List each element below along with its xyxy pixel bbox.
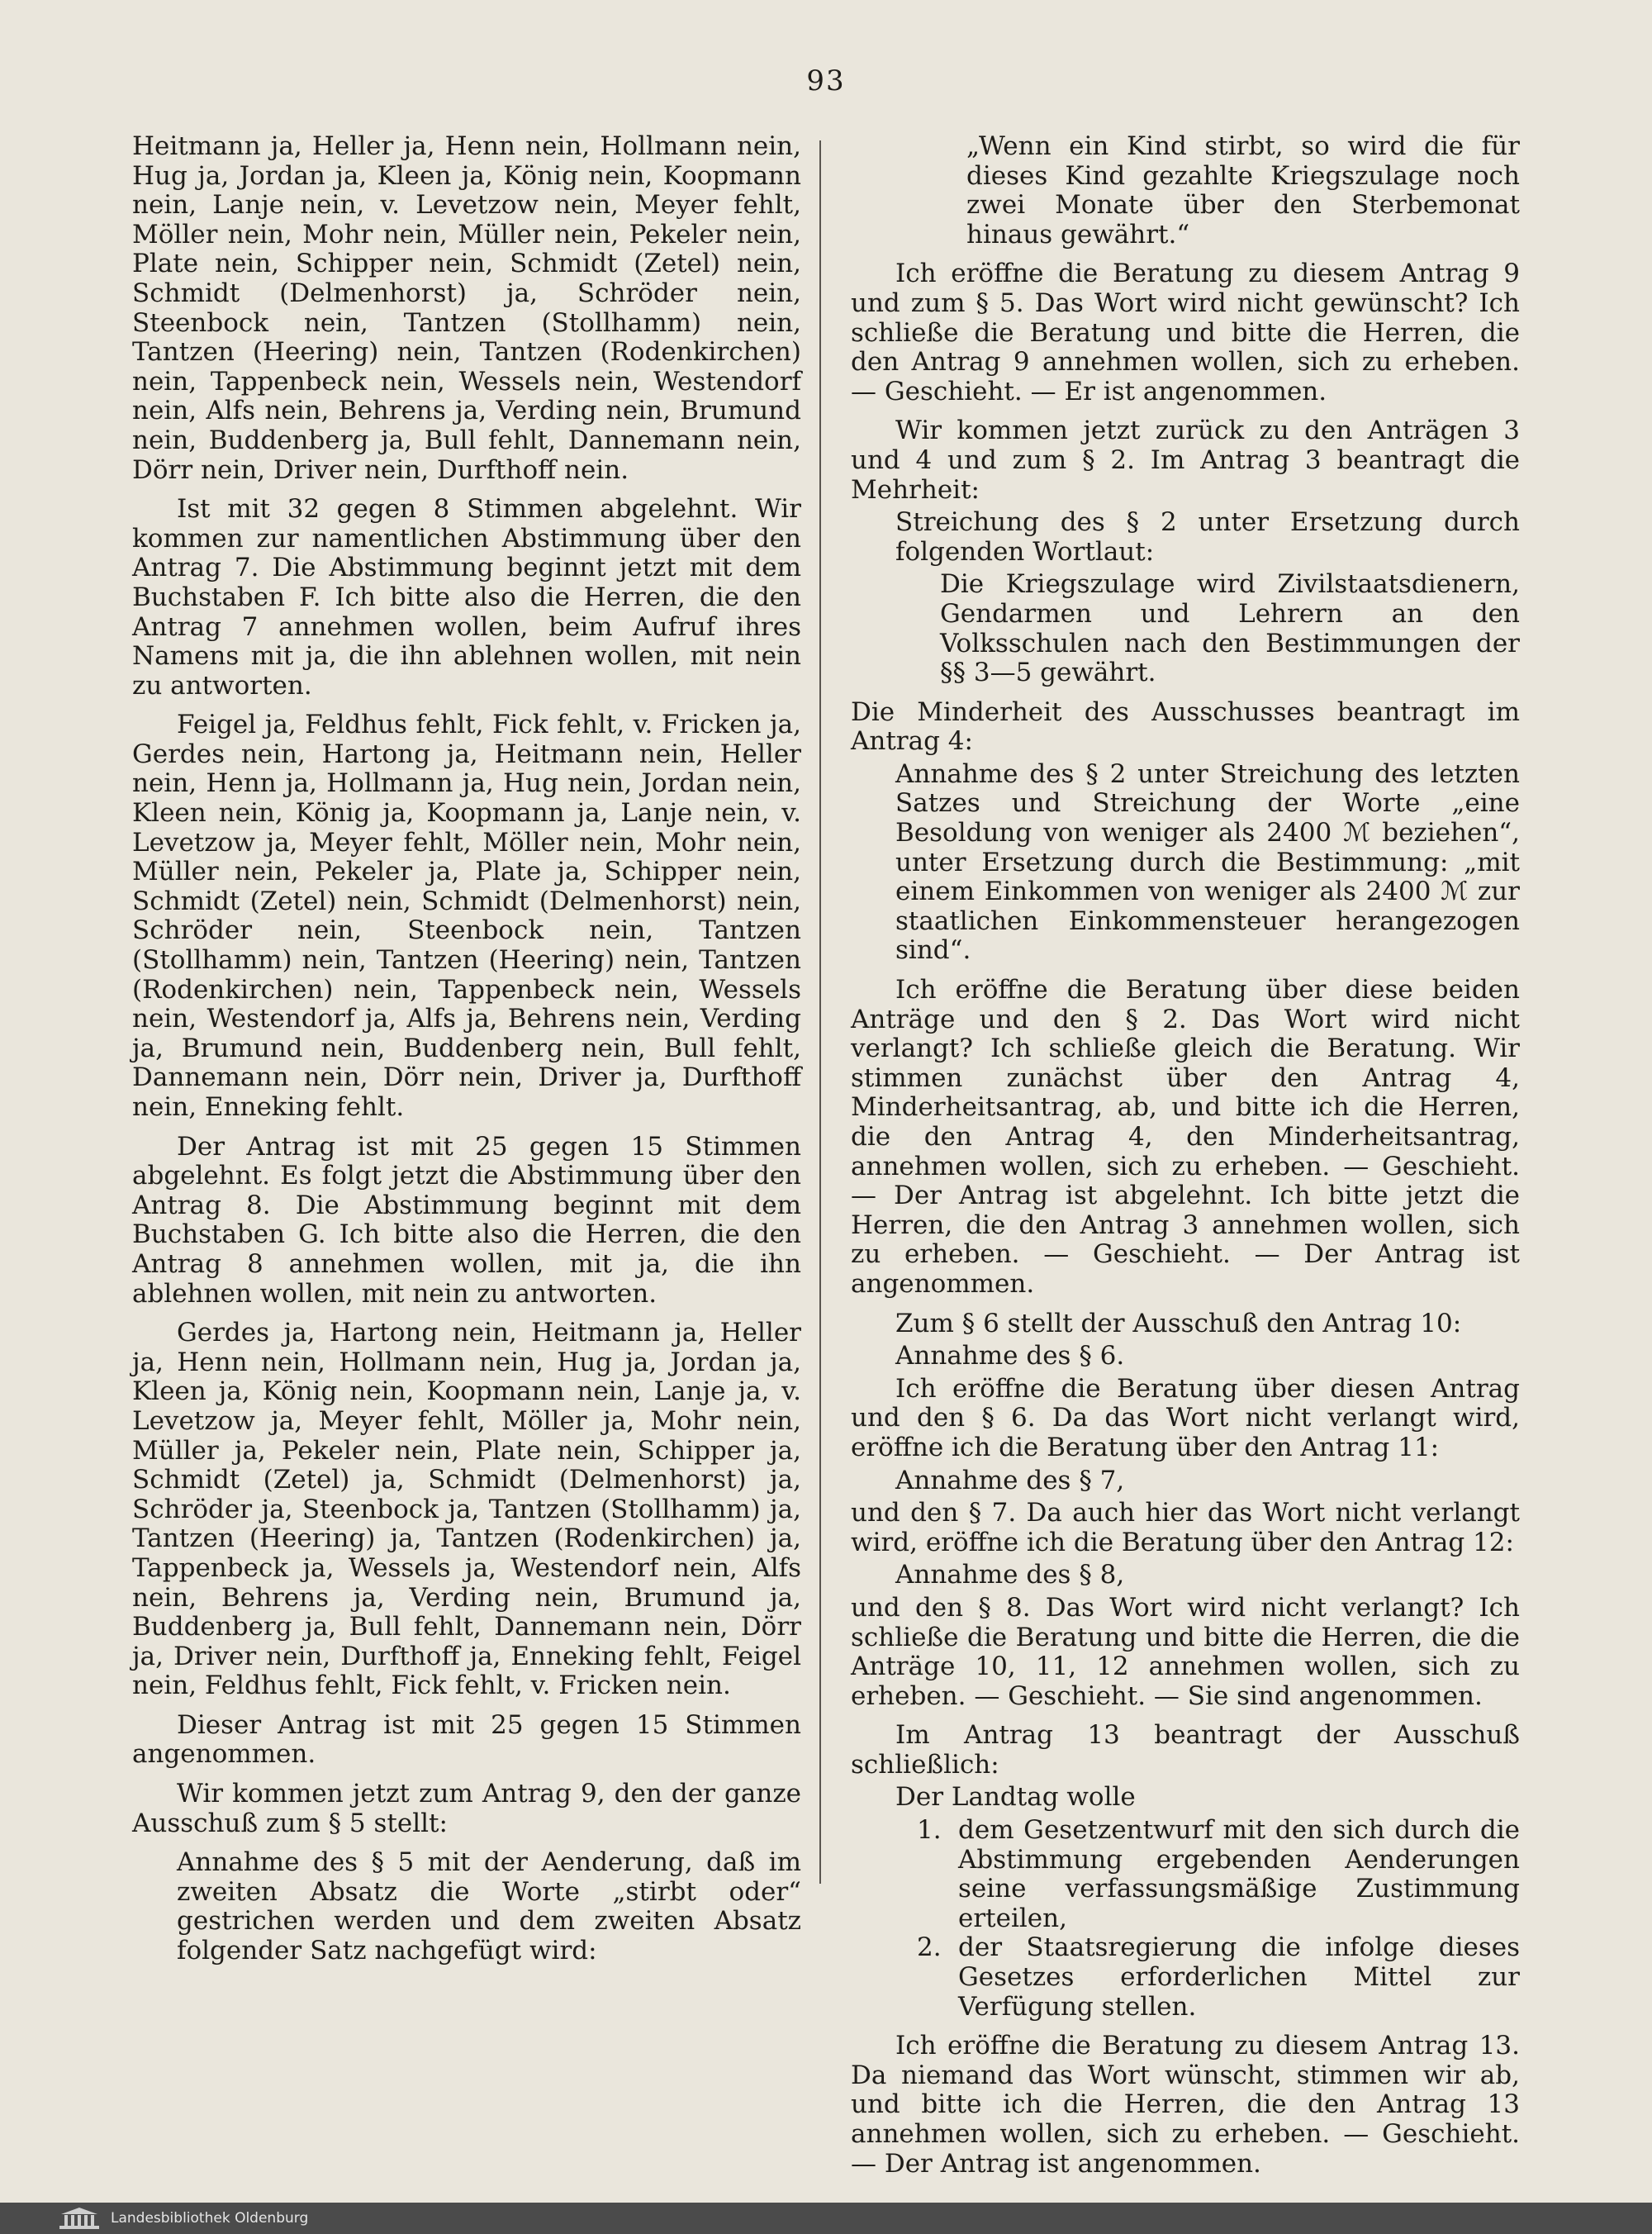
left-column: [132, 132, 801, 1976]
footer-bar: [0, 2203, 1652, 2234]
column-divider: [819, 140, 821, 1884]
motion-quote: Annahme des § 5 mit der Aenderung, daß im zweiten Absatz die Worte „stirbt oder“ gestrichen werden und dem zweiten Absatz folgender Satz nachgefügt wird:: [177, 1847, 801, 1966]
motion-quote: Annahme des § 7,: [895, 1465, 1125, 1495]
list-number: 2.: [917, 1932, 942, 1963]
motion-quote: Streichung des § 2 unter Ersetzung durch folgenden Wortlaut:: [895, 507, 1520, 567]
motion-quote: Annahme des § 2 unter Streichung des letzten Satzes und Streichung der Worte „eine Besoldung von weniger als 2400 ℳ beziehen“, unter Ersetzung durch die Bestimmung: „mit einem Einkommen von weniger als 2400 ℳ zur staatlichen Einkommensteuer herangezogen sind“.: [895, 758, 1520, 966]
vote-list-paragraph: Gerdes ja, Hartong nein, Heitmann ja, Heller ja, Henn nein, Hollmann nein, Hug ja, Jordan ja, Kleen ja, König nein, Koopmann nein, Lanje ja, v. Levetzow ja, Meyer fehlt, Möller ja, Mohr nein, Müller ja, Pekeler nein, Plate nein, Schipper ja, Schmidt (Zetel) ja, Schmidt (Delmenhorst) ja, Schröder ja, Steenbock ja, Tantzen (Stollhamm) ja, Tantzen (Heering) ja, Tantzen (Rodenkirchen) ja, Tappenbeck ja, Wessels ja, Westendorf nein, Alfs nein, Behrens ja, Verding nein, Brumund ja, Buddenberg ja, Bull fehlt, Dannemann nein, Dörr ja, Driver nein, Durfthoff ja, Enneking fehlt, Feigel nein, Feldhus fehlt, Fick fehlt, v. Fricken nein.: [132, 1318, 801, 1701]
resolution-list: [917, 1816, 1520, 2022]
body-paragraph: und den § 7. Da auch hier das Wort nicht verlangt wird, eröffne ich die Beratung über den Antrag 12:: [851, 1498, 1520, 1557]
body-paragraph: Die Minderheit des Ausschusses beantragt im Antrag 4:: [851, 696, 1520, 757]
motion-quote: „Wenn ein Kind stirbt, so wird die für dieses Kind gezahlte Kriegszulage noch zwei Monate über den Sterbemonat hinaus gewährt.“: [966, 131, 1520, 250]
page-number: 93: [806, 64, 846, 97]
motion-quote: Der Landtag wolle: [895, 1782, 1136, 1813]
motion-quote: Annahme des § 8,: [895, 1560, 1125, 1590]
body-paragraph: Im Antrag 13 beantragt der Ausschuß schließlich:: [851, 1720, 1520, 1780]
footer-label: Landesbibliothek Oldenburg: [111, 2210, 309, 2227]
list-text: dem Gesetzentwurf mit den sich durch die Abstimmung ergebenden Aenderungen seine verfassungsmäßige Zustimmung erteilen,: [958, 1815, 1520, 1933]
list-item: [917, 1816, 1520, 1933]
right-column: [851, 132, 1520, 2189]
list-number: 1.: [917, 1815, 942, 1846]
body-paragraph: Ich eröffne die Beratung zu diesem Antrag 9 und zum § 5. Das Wort wird nicht gewünscht? Ich schließe die Beratung und bitte die Herren, die den Antrag 9 annehmen wollen, sich zu erheben. — Geschieht. — Er ist angenommen.: [851, 259, 1520, 406]
body-paragraph: Wir kommen jetzt zurück zu den Anträgen 3 und 4 und zum § 2. Im Antrag 3 beantragt die Mehrheit:: [851, 416, 1520, 505]
body-paragraph: Ich eröffne die Beratung zu diesem Antrag 13. Da niemand das Wort wünscht, stimmen wir ab, und bitte ich die Herren, die den Antrag 13 annehmen wollen, sich zu erheben. — Geschieht. — Der Antrag ist angenommen.: [851, 2031, 1520, 2179]
body-paragraph: Ist mit 32 gegen 8 Stimmen abgelehnt. Wir kommen zur namentlichen Abstimmung über den Antrag 7. Die Abstimmung beginnt jetzt mit dem Buchstaben F. Ich bitte also die Herren, die den Antrag 7 annehmen wollen, beim Aufruf ihres Namens mit ja, die ihn ablehnen wollen, mit nein zu antworten.: [132, 494, 801, 701]
list-item: [917, 1933, 1520, 2022]
body-paragraph: Dieser Antrag ist mit 25 gegen 15 Stimmen angenommen.: [132, 1709, 801, 1770]
body-paragraph: Zum § 6 stellt der Ausschuß den Antrag 10:: [895, 1308, 1462, 1338]
body-paragraph: Ich eröffne die Beratung über diese beiden Anträge und den § 2. Das Wort wird nicht verlangt? Ich schließe gleich die Beratung. Wir stimmen zunächst über den Antrag 4, Minderheitsantrag, ab, und bitte ich die Herren, die den Antrag 4, den Minderheitsantrag, annehmen wollen, sich zu erheben. — Geschieht. — Der Antrag ist abgelehnt. Ich bitte jetzt die Herren, die den Antrag 3 annehmen wollen, sich zu erheben. — Geschieht. — Der Antrag ist angenommen.: [851, 975, 1520, 1299]
body-paragraph: Der Antrag ist mit 25 gegen 15 Stimmen abgelehnt. Es folgt jetzt die Abstimmung über den Antrag 8. Die Abstimmung beginnt mit dem Buchstaben G. Ich bitte also die Herren, die den Antrag 8 annehmen wollen, mit ja, die ihn ablehnen wollen, mit nein zu antworten.: [132, 1131, 801, 1309]
list-text: der Staatsregierung die infolge dieses Gesetzes erforderlichen Mittel zur Verfügung stellen.: [958, 1932, 1520, 2022]
motion-quote: Annahme des § 6.: [895, 1341, 1125, 1371]
body-paragraph: Ich eröffne die Beratung über diesen Antrag und den § 6. Da das Wort nicht verlangt wird, eröffne ich die Beratung über den Antrag 11:: [851, 1373, 1520, 1462]
body-paragraph: und den § 8. Das Wort wird nicht verlangt? Ich schließe die Beratung und bitte die Herren, die die Anträge 10, 11, 12 annehmen wollen, sich zu erheben. — Geschieht. — Sie sind angenommen.: [851, 1592, 1520, 1711]
vote-list-paragraph: Feigel ja, Feldhus fehlt, Fick fehlt, v. Fricken ja, Gerdes nein, Hartong ja, Heitmann nein, Heller nein, Henn ja, Hollmann ja, Hug nein, Jordan nein, Kleen nein, König ja, Koopmann ja, Lanje nein, v. Levetzow ja, Meyer fehlt, Möller nein, Mohr nein, Müller nein, Pekeler ja, Plate ja, Schipper nein, Schmidt (Zetel) nein, Schmidt (Delmenhorst) nein, Schröder nein, Steenbock nein, Tantzen (Stollhamm) nein, Tantzen (Heering) nein, Tantzen (Rodenkirchen) nein, Tappenbeck nein, Wessels nein, Westendorf ja, Alfs ja, Behrens nein, Verding ja, Brumund nein, Buddenberg nein, Bull fehlt, Dannemann nein, Dörr nein, Driver ja, Durfthoff nein, Enneking fehlt.: [132, 710, 801, 1122]
library-building-icon: [58, 2206, 101, 2231]
body-paragraph: Wir kommen jetzt zum Antrag 9, den der ganze Ausschuß zum § 5 stellt:: [132, 1779, 801, 1838]
motion-quote-nested: Die Kriegszulage wird Zivilstaatsdienern, Gendarmen und Lehrern an den Volksschulen nach den Bestimmungen der §§ 3—5 gewährt.: [940, 569, 1520, 688]
vote-list-paragraph: Heitmann ja, Heller ja, Henn nein, Hollmann nein, Hug ja, Jordan ja, Kleen ja, König nein, Koopmann nein, Lanje nein, v. Levetzow nein, Meyer fehlt, Möller nein, Mohr nein, Müller nein, Pekeler nein, Plate nein, Schipper nein, Schmidt (Zetel) nein, Schmidt (Delmenhorst) ja, Schröder nein, Steenbock nein, Tantzen (Stollhamm) nein, Tantzen (Heering) nein, Tantzen (Rodenkirchen) nein, Tappenbeck nein, Wessels nein, Westendorf nein, Alfs nein, Behrens ja, Verding nein, Brumund nein, Buddenberg ja, Bull fehlt, Dannemann nein, Dörr nein, Driver nein, Durfthoff nein.: [132, 131, 801, 485]
